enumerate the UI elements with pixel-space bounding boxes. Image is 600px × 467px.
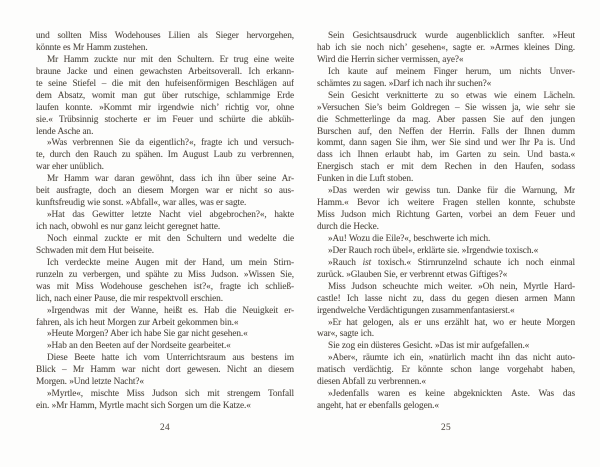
text-line: war eher unüblich. bbox=[36, 162, 104, 173]
paragraph bbox=[317, 67, 575, 91]
text-line: durch die Hecke. bbox=[317, 222, 379, 232]
text-line: Miss Judson mich Richtung Garten, vorbei an dem Feuer und bbox=[317, 210, 575, 221]
page-number: 25 bbox=[440, 423, 452, 433]
text-line: Blick – Mr Hamm war nicht dort gewesen. Nicht an diesem bbox=[36, 365, 294, 376]
text-line: Funken in die Luft stoben. bbox=[317, 174, 414, 185]
text-line: »Versuchen Sie’s beim Goldregen – Sie wissen ja, wie sehr sie bbox=[317, 102, 575, 113]
text-line: Schwaden mit dem Hut beiseite. bbox=[36, 245, 154, 256]
paragraph bbox=[36, 306, 294, 330]
text-line: dem Absatz, womit man gut über rutschige, schlammige Erde bbox=[36, 90, 294, 101]
text-line: Ich verdeckte meine Augen mit der Hand, um mein Stirn- bbox=[47, 257, 294, 268]
text-line: Wird die Herrin sicher vermissen, aye?« bbox=[317, 54, 464, 65]
text-line: Miss Judson scheuchte mich weiter. »Oh nein, Myrtle Hard- bbox=[328, 281, 575, 292]
paragraph bbox=[317, 282, 575, 318]
paragraph bbox=[317, 353, 575, 389]
text-line: laufen konnte. »Kommt mir irgendwie nich’ richtig vor, ohne bbox=[36, 102, 294, 113]
text-line: Hamm.« Bevor ich weitere Fragen stellen konnte, schubste bbox=[317, 198, 575, 209]
text-line: »Hat das Gewitter letzte Nacht viel abgebrochen?«, hakte bbox=[47, 210, 294, 221]
text-line: Sein Gesicht verknitterte zu so etwas wie einem Lächeln. bbox=[328, 90, 575, 101]
text-line: »Rauch ist toxisch.« Stirnrunzelnd schaute ich noch einmal bbox=[328, 257, 575, 268]
page-number: 24 bbox=[159, 423, 171, 433]
paragraph bbox=[36, 353, 294, 389]
text-line: ich nach, obwohl es nur ganz leicht geregnet hatte. bbox=[36, 222, 221, 232]
text-line: Mr Hamm war daran gewöhnt, dass ich ihn über seine Ar- bbox=[47, 174, 294, 185]
text-line: Mr Hamm zuckte nur mit den Schultern. Er trug eine weite bbox=[47, 54, 294, 65]
paragraph bbox=[36, 329, 294, 341]
text-line: sie.« Trübsinnig stocherte er im Feuer und schürte die abküh- bbox=[36, 114, 294, 125]
text-line: Diese Beete hatte ich vom Unterrichtsraum aus bestens im bbox=[47, 353, 294, 364]
text-line: »Er hat gelogen, als er uns erzählt hat, wo er heute Morgen bbox=[328, 317, 575, 328]
paragraph bbox=[36, 138, 294, 174]
paragraph bbox=[36, 55, 294, 139]
text-line: kommt, dann sagen Sie ihm, wer Sie sind und wer Ihr Pa is. Und bbox=[317, 138, 575, 149]
text-line: »Hab an den Beeten auf der Nordseite gearbeitet.« bbox=[47, 341, 231, 352]
text-line: Sein Gesichtsausdruck wurde augenblicklich sanfter. »Heut bbox=[328, 31, 575, 41]
paragraph bbox=[317, 389, 575, 413]
text-line: war«, sagte ich. bbox=[317, 329, 374, 340]
text-line: »Irgendwas mit der Wanne, heißt es. Hab die Neuigkeit er- bbox=[47, 305, 294, 316]
text-line: lende Asche an. bbox=[36, 126, 94, 137]
text-line: hab ich sie noch nich’ gesehen«, sagte er. »Armes kleines Ding. bbox=[317, 42, 575, 53]
text-line: dass ich Ihnen erlaubt hab, im Garten zu sein. Und basta.« bbox=[317, 150, 575, 161]
paragraph bbox=[317, 341, 575, 353]
book-page-right bbox=[317, 31, 575, 433]
book-page-left bbox=[36, 31, 294, 433]
text-line: schämtes zu sagen. »Darf ich nach ihr suchen?« bbox=[317, 78, 492, 89]
paragraph bbox=[317, 234, 575, 246]
text-line: Energisch stach er mit dem Rechen in den Haufen, sodass bbox=[317, 162, 575, 173]
text-line: »Aber«, räumte ich ein, »natürlich macht ihn das nicht auto- bbox=[328, 353, 575, 364]
text-line: Burschen auf, den Neffen der Herrin. Falls der Ihnen dumm bbox=[317, 126, 575, 137]
text-line: was mit Miss Wodehouse geschehen ist?«, fragte ich schließ- bbox=[36, 281, 294, 292]
text-line: »Au! Wozu die Eile?«, beschwerte ich mich. bbox=[328, 233, 491, 244]
text-line: lich, nach einer Pause, die mir respektvoll erschien. bbox=[36, 293, 223, 304]
text-line: »Myrtle«, mischte Miss Judson sich mit strengem Tonfall bbox=[47, 389, 294, 400]
paragraph bbox=[36, 234, 294, 258]
text-line: runzeln zu verbergen, und spähte zu Miss Judson. »Wissen Sie, bbox=[36, 269, 294, 280]
paragraph bbox=[317, 318, 575, 342]
text-line: angeht, hat er ebenfalls gelogen.« bbox=[317, 401, 439, 412]
paragraph bbox=[317, 91, 575, 187]
text-line: kunftsfreudig wie sonst. »Abfall«, war alles, was er sagte. bbox=[36, 198, 247, 209]
paragraph bbox=[36, 31, 294, 55]
paragraph bbox=[317, 31, 575, 67]
paragraph bbox=[36, 258, 294, 306]
text-line: te, durch den Rauch zu spähen. Im August Laub zu verbrennen, bbox=[36, 150, 294, 161]
text-line: fahren, als ich heut Morgen zur Arbeit gekommen bin.« bbox=[36, 317, 239, 328]
text-line: zurück. »Glauben Sie, er verbrennt etwas Giftiges?« bbox=[317, 269, 508, 280]
text-line: »Heute Morgen? Aber ich habe Sie gar nicht gesehen.« bbox=[47, 329, 248, 340]
paragraph bbox=[317, 186, 575, 234]
paragraph bbox=[36, 174, 294, 210]
text-line: beit ausfragte, doch an diesem Morgen war er nicht so aus- bbox=[36, 186, 294, 197]
text-line: te seine Stiefel – die mit den hufeisenförmigen Beschlägen auf bbox=[36, 78, 294, 89]
page-text bbox=[36, 31, 294, 413]
text-line: diesen Abfall zu verbrennen.« bbox=[317, 377, 426, 388]
text-line: »Der Rauch roch übel«, erklärte sie. »Irgendwie toxisch.« bbox=[328, 245, 539, 256]
text-line: die Schmetterlinge da mag. Aber passen Sie auf den jungen bbox=[317, 114, 575, 125]
text-line: könnte es Mr Hamm zustehen. bbox=[36, 42, 148, 53]
paragraph bbox=[36, 341, 294, 353]
text-line: und sollten Miss Wodehouses Lilien als Sieger hervorgehen, bbox=[36, 31, 294, 41]
text-line: »Jedenfalls waren es keine abgeknickten Äste. Was das bbox=[328, 389, 575, 400]
text-line: Sie zog ein düsteres Gesicht. »Das ist mir aufgefallen.« bbox=[328, 341, 530, 352]
text-line: ein. »Mr Hamm, Myrtle macht sich Sorgen um die Katze.« bbox=[36, 401, 251, 412]
paragraph bbox=[317, 258, 575, 282]
paragraph bbox=[36, 389, 294, 413]
text-line: matisch verdächtig. Er könnte schon lange vorgehabt haben, bbox=[317, 365, 575, 376]
text-line: Noch einmal zuckte er mit den Schultern und wedelte die bbox=[47, 233, 294, 244]
text-line: irgendwelche Verdächtigungen zusammenfantasierst.« bbox=[317, 305, 515, 316]
text-line: Ich kaute auf meinem Finger herum, um nichts Unver- bbox=[328, 66, 575, 77]
text-line: Morgen. »Und letzte Nacht?« bbox=[36, 377, 144, 388]
text-line: »Was verbrennen Sie da eigentlich?«, fragte ich und versuch- bbox=[47, 138, 294, 149]
paragraph bbox=[36, 210, 294, 234]
text-line: braune Jacke und einen gewachsten Arbeitsoverall. Ich erkann- bbox=[36, 66, 294, 77]
text-line: »Das werden wir gewiss tun. Danke für die Warnung, Mr bbox=[328, 186, 575, 197]
text-line: castle! Ich lasse nicht zu, dass du gegen diesen armen Mann bbox=[317, 293, 575, 304]
page-text bbox=[317, 31, 575, 413]
paragraph bbox=[317, 246, 575, 258]
